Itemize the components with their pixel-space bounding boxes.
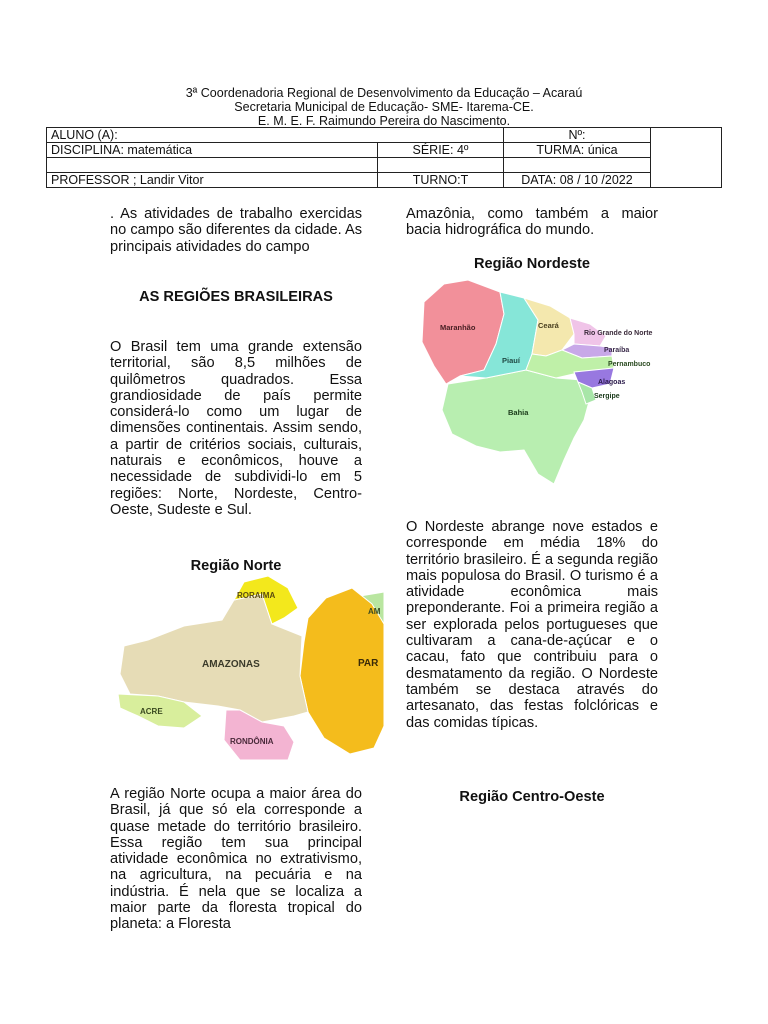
maranhao-label: Maranhão xyxy=(440,323,476,332)
student-name-cell[interactable]: ALUNO (A): xyxy=(47,128,504,143)
empty-cell xyxy=(378,158,504,173)
teacher-cell: PROFESSOR ; Landir Vitor xyxy=(47,173,378,188)
header-line-1: 3ª Coordenadoria Regional de Desenvolvimento da Educação – Acaraú xyxy=(185,86,583,100)
student-number-cell[interactable]: Nº: xyxy=(504,128,651,143)
acre-label: ACRE xyxy=(140,707,163,716)
rio-grande-do-norte-label: Rio Grande do Norte xyxy=(584,330,653,337)
pernambuco-label: Pernambuco xyxy=(608,361,651,368)
norte-paragraph: A região Norte ocupa a maior área do Brasil, já que só ela corresponde a quase metade do território brasileiro. Essa região tem sua principal atividade econômica no extrativismo, na agricultura, na pecuária e na indústria. É nela que se localiza a maior parte da floresta tropical do planeta: a Floresta xyxy=(110,786,362,933)
nordeste-heading: Região Nordeste xyxy=(474,256,590,272)
header-line-2: Secretaria Municipal de Educação- SME- Itarema-CE. xyxy=(234,100,534,114)
roraima-label: RORAIMA xyxy=(237,591,276,600)
student-info-table xyxy=(46,127,722,188)
norte-heading: Região Norte xyxy=(190,558,282,574)
amapa-label: AM xyxy=(368,607,381,616)
shift-cell: TURNO:T xyxy=(378,173,504,188)
centro-oeste-heading: Região Centro-Oeste xyxy=(459,789,605,805)
discipline-cell: DISCIPLINA: matemática xyxy=(47,143,378,158)
class-cell: TURMA: única xyxy=(504,143,651,158)
empty-cell xyxy=(504,158,651,173)
date-cell: DATA: 08 / 10 /2022 xyxy=(504,173,651,188)
continued-paragraph: Amazônia, como também a maior bacia hidrográfica do mundo. xyxy=(406,206,658,239)
bahia-label: Bahia xyxy=(508,408,529,417)
paraiba-label: Paraíba xyxy=(604,347,630,354)
grade-cell: SÉRIE: 4º xyxy=(378,143,504,158)
header-line-3: E. M. E. F. Raimundo Pereira do Nascimento. xyxy=(257,114,511,128)
norte-map xyxy=(112,576,384,760)
brazil-paragraph: O Brasil tem uma grande extensão territorial, são 8,5 milhões de quilômetros quadrados. Essa grandiosidade de país permite considerá-lo como um lugar de dimensões continentais. Assim sendo, a partir de critérios sociais, culturais, naturais e econômicos, houve a necessidade de subdividi-lo em 5 regiões: Norte, Nordeste, Centro-Oeste, Sudeste e Sul. xyxy=(110,339,362,518)
nordeste-paragraph: O Nordeste abrange nove estados e corresponde em média 18% do território brasileiro. É a segunda região mais populosa do Brasil. O turismo é a atividade econômica mais preponderante. Foi a primeira região a ser explorada pelos portugueses que cultivaram a cana-de-açúcar e o cacau, fato que contribuiu para o desmatamento da região. O Nordeste também se destaca através do artesanato, das festas folclóricas e das comidas típicas. xyxy=(406,519,658,731)
piaui-label: Piauí xyxy=(502,356,520,365)
rondonia-label: RONDÔNIA xyxy=(230,737,274,746)
blank-cell xyxy=(651,128,722,188)
section-title: AS REGIÕES BRASILEIRAS xyxy=(139,289,333,305)
sergipe-label: Sergipe xyxy=(594,393,620,400)
empty-cell xyxy=(47,158,378,173)
nordeste-map xyxy=(406,274,672,488)
alagoas-label: Alagoas xyxy=(598,379,626,386)
ceara-label: Ceará xyxy=(538,321,559,330)
para-label: PAR xyxy=(358,658,379,669)
intro-paragraph: . As atividades de trabalho exercidas no campo são diferentes da cidade. As principais atividades do campo xyxy=(110,206,362,255)
amazonas-label: AMAZONAS xyxy=(202,659,260,670)
